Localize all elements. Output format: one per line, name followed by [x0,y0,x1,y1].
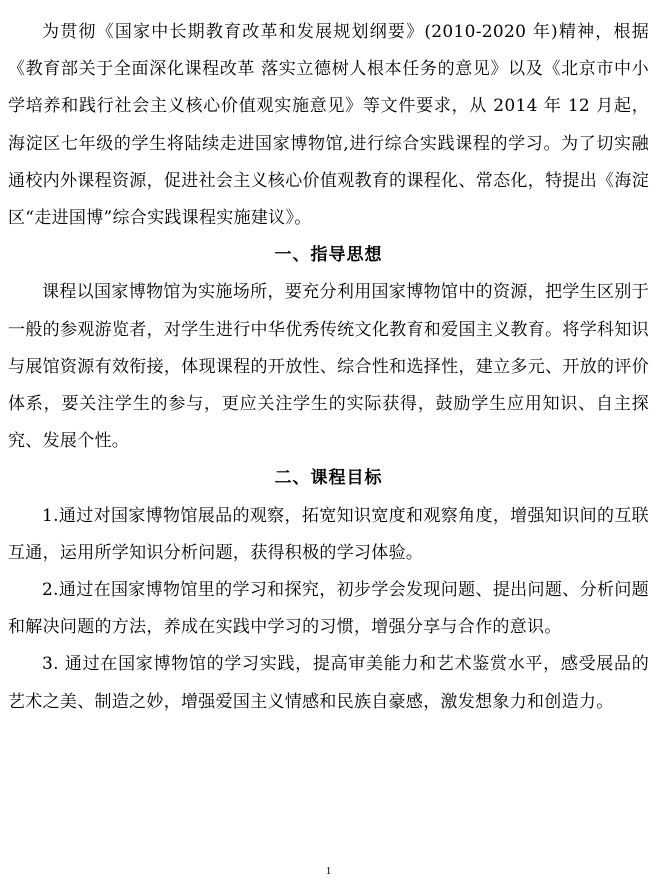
document-body [8,14,649,721]
intro-paragraph: 为贯彻《国家中长期教育改革和发展规划纲要》(2010-2020 年)精神，根据《教育部关于全面深化课程改革 落实立德树人根本任务的意见》以及《北京市中小学培养和践行社会主义核心价值观实施意见》等文件要求，从 2014 年 12 月起，海淀区七年级的学生将陆续走进国家博物馆,进行综合实践课程的学习。为了切实融通校内外课程资源，促进社会主义核心价值观教育的课程化、常态化，特提出《海淀区“走进国博”综合实践课程实施建议》。 [8,22,649,229]
objective-item-2: 2.通过在国家博物馆里的学习和探究，初步学会发现问题、提出问题、分析问题和解决问题的方法，养成在实践中学习的习惯，增强分享与合作的意识。 [8,580,649,638]
guiding-ideology-paragraph: 课程以国家博物馆为实施场所，要充分利用国家博物馆中的资源，把学生区别于一般的参观游览者，对学生进行中华优秀传统文化教育和爱国主义教育。将学科知识与展馆资源有效衔接，体现课程的开放性、综合性和选择性，建立多元、开放的评价体系，要关注学生的参与，更应关注学生的实际获得，鼓励学生应用知识、自主探究、发展个性。 [8,282,649,452]
section-heading-guiding-ideology: 一、指导思想 [274,245,383,266]
objective-item-1: 1.通过对国家博物馆展品的观察，拓宽知识宽度和观察角度，增强知识间的互联互通，运用所学知识分析问题，获得积极的学习体验。 [8,505,649,563]
section-heading-course-objectives: 二、课程目标 [274,468,383,489]
page-number: 1 [325,865,332,877]
objective-item-3: 3. 通过在国家博物馆的学习实践，提高审美能力和艺术鉴赏水平，感受展品的艺术之美、制造之妙，增强爱国主义情感和民族自豪感，激发想象力和创造力。 [8,654,649,712]
